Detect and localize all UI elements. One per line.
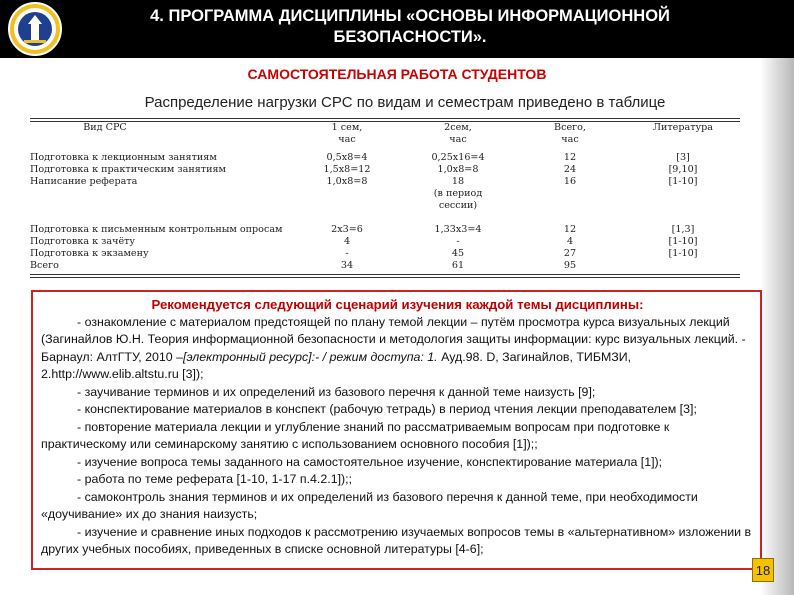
right-shade-strip	[760, 58, 794, 595]
table-cell: 0,25х16=4	[431, 152, 485, 163]
table-cell: Подготовка к зачёту	[30, 236, 136, 247]
srs-table	[30, 118, 740, 278]
table-cell	[626, 260, 740, 272]
table-cell	[514, 188, 626, 200]
table-cell: 2х3=6	[331, 224, 363, 235]
table-cell	[514, 200, 626, 212]
table-cell: 1,5х8=12	[323, 164, 371, 175]
table-cell: -	[345, 248, 349, 259]
table-cell: 1,0х8=8	[437, 164, 479, 175]
page-title-line-2: БЕЗОПАСНОСТИ».	[333, 28, 487, 46]
recommendation-item: - изучение вопроса темы заданного на самостоятельное изучение, конспектирование материала [1]);	[77, 454, 663, 469]
table-cell: Написание реферата	[30, 176, 138, 187]
table-cell: 0,5х8=4	[326, 152, 368, 163]
page-number-badge: 18	[752, 558, 774, 582]
recommendation-box	[31, 290, 762, 570]
table-cell: [1-10]	[668, 236, 698, 247]
table-header-type: Вид СРС	[83, 122, 127, 133]
table-cell: 95	[563, 260, 577, 271]
table-cell: 1,0х8=8	[326, 176, 368, 187]
table-cell: [1-10]	[668, 176, 698, 187]
table-cell	[292, 200, 402, 212]
table-header-sem1: 1 сем, час	[331, 122, 363, 145]
recommendation-item: - конспектирование материалов в конспект (рабочую тетрадь) в период чтения лекции преподавателем [3];	[77, 402, 697, 416]
table-cell: [1-10]	[668, 248, 698, 259]
table-cell: 16	[563, 176, 577, 187]
table-cell: Подготовка к экзамену	[30, 248, 149, 259]
header-bar	[0, 0, 794, 58]
recommendation-item-italic: [электронный ресурс]:- / режим доступа: 1.	[183, 349, 438, 364]
table-cell: 4	[343, 236, 351, 247]
table-cell	[626, 212, 740, 224]
table-cell: Всего	[30, 260, 59, 271]
page-title	[80, 6, 740, 48]
page-title-line-1: 4. ПРОГРАММА ДИСЦИПЛИНЫ «ОСНОВЫ ИНФОРМАЦИОННОЙ	[150, 7, 670, 25]
recommendation-item: - изучение и сравнение иных подходов к рассмотрению изучаемых вопросов темы в «альтернативном» изложении в других учебных пособиях, приведенных в списке основной литературы [4-6];	[41, 524, 752, 556]
table-cell	[514, 212, 626, 224]
table-cell: 24	[563, 164, 577, 175]
recommendation-item	[41, 314, 754, 384]
recommendation-item: - заучивание терминов и их определений из базового перечня к данной теме наизусть [9];	[77, 384, 596, 399]
table-cell: [1,3]	[671, 224, 695, 235]
table-header-literature: Литература	[652, 122, 714, 133]
table-cell	[30, 188, 292, 200]
table-cell: 4	[566, 236, 574, 247]
table-cell: 34	[340, 260, 354, 271]
table-cell: 1,33х3=4	[434, 224, 482, 235]
table-cell: сессии)	[438, 200, 478, 211]
table-cell: (в период	[433, 188, 483, 199]
table-column-sem1	[292, 122, 402, 272]
table-bottom-rule	[30, 274, 740, 278]
table-column-total	[514, 122, 626, 272]
table-cell: Подготовка к лекционным занятиям	[30, 152, 217, 163]
table-cell: [3]	[676, 152, 690, 163]
table-cell	[292, 212, 402, 224]
table-cell	[30, 212, 292, 224]
table-column-type	[30, 122, 292, 272]
table-cell: [9,10]	[668, 164, 698, 175]
table-cell: 27	[563, 248, 577, 259]
table-column-sem2	[402, 122, 514, 272]
recommendation-item: - работа по теме реферата [1-10, 1-17 п.4.2.1]);;	[77, 472, 353, 486]
table-cell	[292, 188, 402, 200]
table-cell: 61	[451, 260, 465, 271]
table-column-literature	[626, 122, 740, 272]
section-subtitle: САМОСТОЯТЕЛЬНАЯ РАБОТА СТУДЕНТОВ	[247, 66, 547, 82]
recommendation-item: - повторение материала лекции и углубление знаний по рассматриваемым вопросам при подготовке к практическому или семинарскому занятию с использованием основного пособия [1]);;	[41, 419, 670, 451]
table-cell: Подготовка к практическим занятиям	[30, 164, 227, 175]
recommendation-heading: Рекомендуется следующий сценарий изучения каждой темы дисциплины:	[151, 297, 644, 312]
recommendation-item: - самоконтроль знания терминов и их определений из базового перечня к данной теме, при необходимости «доучивание» их до знания наизусть;	[41, 489, 698, 521]
table-cell	[402, 212, 514, 224]
table-cell: -	[456, 236, 460, 247]
table-header-total: Всего, час	[554, 122, 586, 145]
table-cell: 12	[563, 152, 577, 163]
table-cell: 12	[563, 224, 577, 235]
recommendation-item-tail: Ауд.98. D, Загинайлов, ТИБМЗИ, 2.http://www.elib.altstu.ru [3]);	[41, 349, 632, 381]
intro-text: Распределение нагрузки СРС по видам и семестрам приведено в таблице	[144, 94, 666, 111]
recommendation-item-text: - ознакомление с материалом предстоящей по плану темой лекции – путём просмотра курса визуальных лекций (Загинайлов Ю.Н. Теория информационной безопасности и методология защиты информации: курс визуальных лекций. - Барнаул: АлтГТУ, 2010 –	[41, 314, 746, 364]
table-cell: 45	[451, 248, 465, 259]
table-cell	[626, 188, 740, 200]
table-cell	[30, 200, 292, 212]
table-cell	[626, 200, 740, 212]
table-cell: 18	[451, 176, 465, 187]
table-cell: Подготовка к письменным контрольным опросам	[30, 224, 283, 235]
table-header-sem2: 2сем, час	[444, 122, 472, 145]
university-emblem-icon	[2, 0, 68, 58]
recommendation-text	[33, 292, 760, 559]
